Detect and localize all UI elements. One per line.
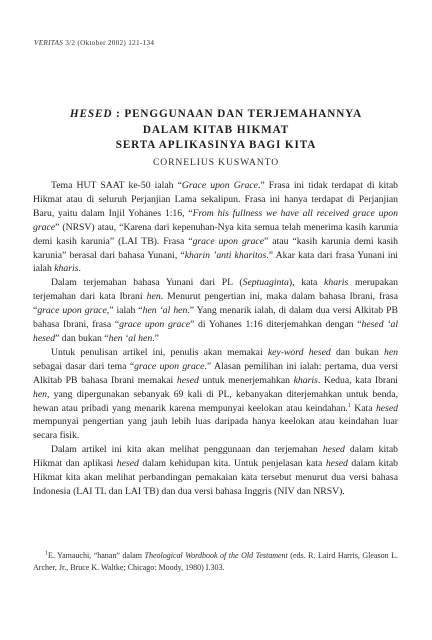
italic-text: hesed bbox=[325, 458, 348, 470]
text-run: dalam kehidupan kita. Untuk penjelasan kata bbox=[138, 458, 326, 470]
text-run: .” Frasa ini tidak terdapat di kitab Hikmat atau di seluruh Perjanjian Lama sekalipun. Frasa ini hanya terdapat di Perjanjian Baru, yaitu dalam Injil Yohanes 1:16, “ bbox=[33, 180, 399, 219]
italic-text: Theological Wordbook of the Old Testament bbox=[144, 551, 288, 560]
text-run: merupakan terjemahan dari kata Ibrani bbox=[33, 277, 398, 303]
text-run: ” di Yohanes 1:16 diterjemahkan dengan “ bbox=[190, 319, 362, 331]
text-run: , yang dipergunakan sebanyak 69 kali di PL, kebanyakan diterjemahkan untuk benda, hewan atau pribadi yang menarik karena mempunyai keelokan atau keindahan. bbox=[33, 388, 398, 414]
text-run: E. Yamauchi, “hanan” dalam bbox=[48, 551, 145, 560]
italic-text: hesed bbox=[116, 458, 139, 470]
italic-text: kharis bbox=[293, 374, 318, 386]
text-run: dalam kitab Hikmat kita akan melihat perbandingan pemakaian kata tersebut menurut dua versi bahasa Indonesia (LAI TL dan LAI TB) dan dua versi bahasa Inggris (NIV dan NRSV). bbox=[33, 458, 399, 497]
italic-text: kharis bbox=[54, 263, 79, 275]
text-run: Tema HUT SAAT ke-50 ialah “ bbox=[51, 180, 182, 191]
text-run: mempunyai pengertian yang jauh lebih luas daripada hanya keelokan atau keindahan luar secara fisik. bbox=[33, 416, 398, 442]
title-line-3: SERTA APLIKASINYA BAGI KITA bbox=[115, 139, 317, 152]
italic-text: grace upon grace bbox=[134, 360, 205, 372]
text-run: Dalam artikel ini kita akan melihat penggunaan dan terjemahan bbox=[51, 444, 323, 456]
text-run: ,” ialah “ bbox=[106, 305, 143, 317]
text-run: ” dan bukan “ bbox=[55, 332, 109, 344]
author-name: CORNELIUS KUSWANTO bbox=[152, 157, 280, 168]
italic-text: hesed bbox=[322, 444, 345, 456]
text-run: dalam kitab Hikmat dan aplikasi bbox=[33, 444, 399, 470]
italic-text: kharin ’anti kharitos bbox=[184, 249, 267, 261]
italic-text: hesed bbox=[176, 374, 199, 386]
footnote bbox=[33, 550, 398, 574]
italic-text: kharis bbox=[324, 277, 349, 289]
paragraph-4 bbox=[33, 443, 398, 499]
issue-info: 3/2 (Oktober 2002) 121-134 bbox=[65, 39, 155, 47]
italic-text: hen bbox=[384, 346, 398, 358]
italic-text: hesed bbox=[375, 402, 398, 414]
text-run: ” atau “kasih karunia demi kasih karunia” berasal dari bahasa Yunani, “ bbox=[33, 235, 398, 261]
italic-text: hesed ‘al hesed bbox=[33, 319, 399, 344]
text-run: . Menurut pengertian ini, maka dalam bahasa Ibrani, frasa “ bbox=[33, 291, 398, 317]
article-title bbox=[40, 107, 392, 154]
text-run: Dalam terjemahan bahasa Yunani dari PL ( bbox=[51, 277, 243, 289]
italic-text: grace upon grace bbox=[192, 235, 265, 247]
title-line-2: DALAM KITAB HIKMAT bbox=[142, 123, 290, 136]
text-run: .” bbox=[152, 332, 159, 344]
text-run: .” Yang menarik ialah, di dalam dua versi Alkitab PB bahasa Ibrani, frasa “ bbox=[33, 305, 398, 331]
running-head bbox=[34, 39, 154, 47]
italic-text: hen ‘al hen bbox=[142, 305, 188, 317]
footnote-ref[interactable]: 1 bbox=[347, 402, 351, 409]
text-run: Kata bbox=[350, 402, 376, 414]
italic-text: key-word hesed bbox=[267, 346, 331, 358]
italic-text: grace upon grace bbox=[37, 305, 107, 317]
text-run: (eds. R. Laird Harris, Gleason L. Archer, Jr., Bruce K. Waltke; Chicago: Moody, 1980) I.303. bbox=[33, 551, 398, 572]
italic-text: Septuaginta bbox=[242, 277, 289, 289]
text-run: sebagai dasar dari tema “ bbox=[33, 360, 135, 372]
text-run: .” Alasan pemilihan ini ialah: pertama, dua versi Alkitab PB bahasa Ibrani memakai bbox=[33, 360, 398, 386]
title-line-1 bbox=[40, 107, 392, 123]
paragraph-1 bbox=[33, 179, 398, 276]
text-run: . Kedua, kata Ibrani bbox=[317, 374, 398, 386]
italic-text: hen ‘al hen bbox=[108, 332, 153, 344]
text-run: .” Akar kata dari frasa Yunani ini ialah bbox=[33, 249, 398, 275]
paragraph-2 bbox=[33, 276, 398, 346]
text-run: ), kata bbox=[288, 277, 325, 289]
text-run: dan bukan bbox=[330, 346, 384, 358]
italic-text: hen bbox=[146, 291, 161, 303]
italic-text: Grace upon Grace bbox=[181, 180, 258, 191]
article-body bbox=[33, 179, 398, 499]
paragraph-3 bbox=[33, 346, 398, 443]
text-run: Untuk penulisan artikel ini, penulis akan memakai bbox=[51, 346, 268, 358]
italic-text: From his fullness we have all received grace upon grace bbox=[33, 207, 398, 233]
footnote-1 bbox=[33, 550, 398, 574]
title-keyword: HESED bbox=[69, 108, 113, 120]
italic-text: hen bbox=[33, 388, 47, 400]
text-run: : PENGGUNAAN DAN TERJEMAHANNYA bbox=[112, 108, 363, 120]
footnote-number: 1 bbox=[45, 550, 48, 557]
text-run: ” (NRSV) atau, “Karena dari kepenuhan-Nya kita semua telah menerima kasih karunia demi kasih karunia” (LAI TB). Frasa “ bbox=[33, 221, 398, 247]
italic-text: grace upon grace bbox=[119, 319, 191, 331]
text-run: . bbox=[78, 263, 81, 275]
journal-name: VERITAS bbox=[34, 39, 64, 47]
text-run: untuk menerjemahkan bbox=[198, 374, 294, 386]
